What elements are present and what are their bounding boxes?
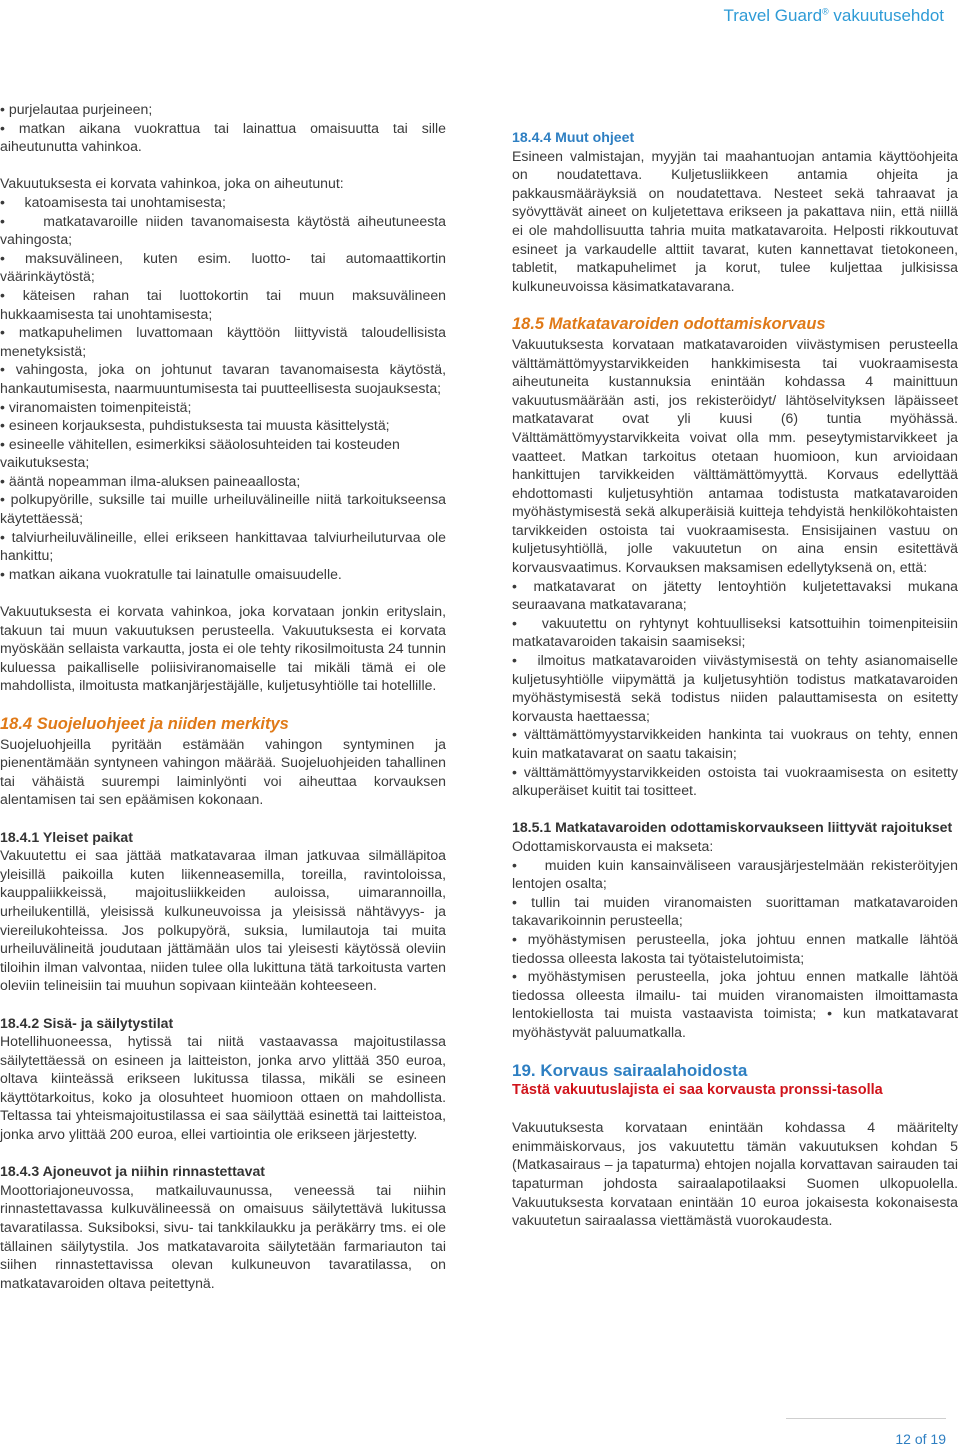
- item-text: matkatavaroille niiden tavanomaisesta käytöstä aiheutuneesta vahingosta;: [0, 212, 446, 248]
- registered-mark: ®: [822, 6, 829, 17]
- list-item: [0, 528, 446, 565]
- bullet: •: [512, 577, 517, 594]
- item-text: matkatavarat on jätetty lentoyhtiön kuljetettavaksi mukana seuraavana matkatavarana;: [512, 577, 959, 613]
- subsection-heading: 18.4.4 Muut ohjeet: [512, 129, 635, 145]
- item-text: katoamisesta tai unohtamisesta;: [24, 193, 226, 210]
- bullet: •: [512, 763, 517, 780]
- list-item: [512, 614, 958, 651]
- bullet: •: [0, 472, 5, 489]
- item-text: muiden kuin kansainväliseen varausjärjestelmään rekisteröityjen lentojen osalta;: [512, 856, 958, 892]
- item-text: purjelautaa purjeineen;: [8, 101, 153, 117]
- list-item: [0, 472, 446, 491]
- list-item: [512, 725, 958, 762]
- bullet: •: [0, 249, 5, 266]
- subsection-heading: 18.4.3 Ajoneuvot ja niihin rinnastettavat: [0, 1163, 265, 1180]
- bullet: •: [0, 361, 5, 378]
- list-item: [0, 565, 446, 584]
- list-item: [0, 323, 446, 360]
- bullet: •: [0, 491, 5, 508]
- paragraph: Esineen valmistajan, myyjän tai maahantuojan antamia käyttöohjeita on noudatettava. Kuljetusliikkeen antamia ohjeita ja pakkausmääräyksiä on noudatettava. Nesteet sekä tahraavat ja syövyttävät aineet on kuljetettava erikseen ja pakattava niin, että niillä ei ole mahdollisuutta tahria muita matkatavaroita. Helposti rikkoutuvat esineet ja varkaudelle alttiit tavarat, kuten kannettavat tietokoneen, tabletit, matkapuhelimet ja korut, tulee kuljettaa julkisissa kulkuneuvoissa käsimatkatavarana.: [512, 147, 958, 294]
- list-item: [0, 398, 446, 417]
- item-text: esineen korjauksesta, puhdistuksesta tai muusta käsittelystä;: [8, 417, 390, 434]
- item-text: maksuvälineen, kuten esim. luotto- tai automaattikortin väärinkäytöstä;: [0, 249, 446, 285]
- page-number: 12 of 19: [786, 1418, 946, 1447]
- bullet: •: [0, 435, 5, 452]
- bullet: •: [512, 614, 517, 631]
- subsection-heading: 18.5.1 Matkatavaroiden odottamiskorvaukseen liittyvät rajoitukset: [512, 819, 953, 836]
- paragraph: Suojeluohjeilla pyritään estämään vahingon syntyminen ja pienentämään syntyneen vahingon määrää. Suojeluohjeiden tahallinen tai vähäistä suurempi laiminlyönti voi aiheuttaa korvauksen alentamisen tai sen epäämisen kokonaan.: [0, 735, 446, 808]
- bullet: •: [0, 417, 5, 434]
- subsection-heading: 18.4.1 Yleiset paikat: [0, 828, 133, 845]
- bullet: •: [827, 1005, 833, 1022]
- list-item: [512, 763, 958, 800]
- paragraph: Vakuutuksesta ei korvata vahinkoa, joka korvataan jonkin erityslain, takuun tai muun vakuutuksen perusteella. Vakuutuksesta ei korvata myöskään sellaista varkautta, josta ei ole tehty rikosilmoitusta 24 tunnin kuluessa paikalliselle poliisiviranomaiselle tai mikäli tämä ei ole mahdollista, ilmoitusta matkanjärjestäjälle, kuljetusyhtiölle tai hotellille.: [0, 603, 446, 694]
- item-text: välttämättömyystarvikkeiden hankinta tai vuokraus on tehty, ennen kuin matkatavarat on saatu takaisin;: [512, 726, 958, 761]
- bullet: •: [0, 212, 5, 229]
- list-item: [0, 212, 446, 249]
- list-item: [512, 930, 958, 967]
- item-text: käteisen rahan tai luottokortin tai muun maksuvälineen hukkaamisesta tai unohtamisesta;: [0, 286, 446, 322]
- paragraph: Vakuutuksesta ei korvata vahinkoa, joka on aiheutunut:: [0, 175, 344, 192]
- list-item: [0, 100, 446, 119]
- bullet: •: [0, 324, 5, 341]
- bullet: •: [0, 565, 5, 582]
- paragraph: Vakuutettu ei saa jättää matkatavaraa ilman jatkuvaa silmälläpitoa yleisillä paikoilla kuten liikenneasemilla, toreilla, ravintoloissa, kauppaliikkeissä, majoitusliikkeiden auloissa, uimarannoilla, urheilukentillä, yleisissä kulkuneuvoissa ja yleisissä nähtävyys- ja viereilukohteissa. Jos polkupyörä, suksia, lumilautoja tai muita urheiluvälineitä joudutaan jättämään ulos tai yleisesti käytössä oleviin tiloihin ilman valvontaa, niiden tulee olla lukittuna tätä tarkoitusta varten oleviin telineisiin tai muuhun sopivaan kiinteään kohteeseen.: [0, 847, 446, 994]
- list-item: [512, 577, 958, 614]
- item-text: myöhästymisen perusteella, joka johtuu ennen matkalle lähtöä tiedossa olleesta ilmailu- tai muiden viranomaisten ilmoittamasta lentokiellosta tai muista vastaavista toimista;: [512, 968, 958, 1022]
- item-text: matkan aikana vuokrattua tai lainattua omaisuutta tai sille aiheutunutta vahinkoa.: [0, 119, 446, 155]
- bullet: •: [512, 726, 517, 743]
- item-text: matkan aikana vuokratulle tai lainatulle omaisuudelle.: [8, 565, 342, 582]
- subsection-heading: 18.4.2 Sisä- ja säilytystilat: [0, 1014, 174, 1031]
- paragraph: Vakuutuksesta korvataan enintään kohdassa 4 määritelty enimmäiskorvaus, jos vakuutettu tämän vakuutuksen kohdan 5 (Matkasairaus – ja tapaturma) ehtojen nojalla korvattavan sairauden tai tapaturman johdosta sairaalapotilaaksi Suomen ulkopuolella. Vakuutuksesta korvataan enintään 10 euroa jokaisesta kokonaisesta vakuutetun sairaalassa viettämästä vuorokaudesta.: [512, 1119, 958, 1229]
- item-text: vakuutettu on ryhtynyt kohtuulliseksi katsottuihin toimenpiteisiin matkatavaroiden takaisin saamiseksi;: [512, 614, 958, 650]
- right-column: [512, 128, 958, 1230]
- list-item: [0, 435, 446, 454]
- header-brand: [723, 6, 944, 26]
- bullet: •: [0, 101, 5, 117]
- list-item-continued: vaikutuksesta;: [0, 454, 90, 471]
- item-text: esineelle vähitellen, esimerkiksi sääolosuhteiden tai kosteuden: [8, 435, 400, 452]
- item-text: vahingosta, joka on johtunut tavaran tavanomaisesta käytöstä, hankautumisesta, naarmuuntumisesta tai puutteellisesta suojauksesta;: [0, 361, 447, 396]
- item-text: tullin tai muiden viranomaisten suorittaman matkatavaroiden takavarikoinnin perusteella;: [512, 893, 958, 929]
- bullet: •: [512, 893, 517, 910]
- list-item: [0, 286, 446, 323]
- bullet: •: [0, 398, 5, 415]
- bullet: •: [512, 930, 517, 947]
- paragraph: Odottamiskorvausta ei makseta:: [512, 837, 714, 854]
- bullet: •: [512, 856, 517, 873]
- warning-text: Tästä vakuutuslajista ei saa korvausta pronssi-tasolla: [512, 1082, 883, 1099]
- bullet: •: [512, 968, 517, 985]
- bullet: •: [0, 119, 5, 136]
- item-text: matkapuhelimen luvattomaan käyttöön liittyvistä taloudellisista menetyksistä;: [0, 324, 446, 359]
- bullet: •: [0, 286, 5, 303]
- brand-suffix: vakuutusehdot: [828, 6, 944, 25]
- list-item: [512, 856, 958, 893]
- list-item: [0, 249, 446, 286]
- left-column: [0, 100, 446, 1292]
- bullet: •: [0, 193, 5, 210]
- bullet: •: [0, 528, 5, 545]
- paragraph: Moottoriajoneuvossa, matkailuvaunussa, veneessä tai niihin rinnastettavassa kulkuvälineessä on omaisuus säilytettävä lukitussa tavaratilassa. Suksiboksi, sivu- tai tankkilaukku ja peräkärry tms. ei ole tällainen säilytystila. Jos matkatavaroita säilytetään farmariauton tai siihen rinnastettavissa olevan kulkuneuvon tavaratilassa, on matkatavaroiden oltava peitettynä.: [0, 1181, 446, 1291]
- section-heading: 19. Korvaus sairaalahoidosta: [512, 1061, 748, 1081]
- bullet: •: [512, 652, 517, 669]
- section-heading: 18.4 Suojeluohjeet ja niiden merkitys: [0, 714, 289, 733]
- item-text: ilmoitus matkatavaroiden viivästymisestä on tehty asianomaiselle kuljetusyhtiölle viipymättä ja kuljetusyhtiön todistus matkatavaroiden myöhästymisestä sekä todistus niiden palauttamisesta on esitetty korvausta haettaessa;: [512, 652, 958, 724]
- item-text: myöhästymisen perusteella, joka johtuu ennen matkalle lähtöä tiedossa olleesta lakosta tai työtaistelutoimista;: [512, 930, 958, 966]
- brand-name: Travel Guard: [723, 6, 823, 25]
- list-item: [0, 193, 446, 212]
- item-text: viranomaisten toimenpiteistä;: [8, 398, 192, 415]
- item-text: ääntä nopeamman ilma-aluksen paineaallosta;: [8, 472, 301, 489]
- list-item: [512, 651, 958, 725]
- paragraph: Vakuutuksesta korvataan matkatavaroiden viivästymisen perusteella välttämättömyystarvikkeiden hankkimisesta tai vuokraamisesta aiheutuneita kustannuksia enintään kohdassa 4 mainittuun vakuutusmäärään asti, jos rekisteröidyt/ lähtöselvityksen läpäisseet matkatavarat ovat yli kuusi (6) tuntia myöhässä. Välttämättömyystarvikkeita voivat olla mm. peseytymistarvikkeet ja vaatteet. Matkan tarkoitus otetaan huomioon, kun arvioidaan hankittujen tarvikkeiden välttämättömyyttä. Korvaus edellyttää ehdottomasti kuljetusyhtiön antamaa todistusta matkatavaroiden myöhästymisestä sekä alkuperäisiä kuitteja tehdyistä henkilökohtaisten tarvikkeiden ostoista tai vuokraamisesta. Ensisijainen vastuu on kuljetusyhtiöllä, jolle vakuutetun on aina ensin esitettävä korvausvaatimus. Korvauksen maksamisen edellytyksenä on, että:: [512, 335, 958, 576]
- item-text: välttämättömyystarvikkeiden ostoista tai vuokraamisesta on esitetty alkuperäiset kuitit tai tositteet.: [512, 763, 959, 799]
- section-heading: 18.5 Matkatavaroiden odottamiskorvaus: [512, 314, 826, 333]
- paragraph: Hotellihuoneessa, hytissä tai niitä vastaavassa majoitustilassa säilytettäessä on esineen ja laitteiston, jonka arvo ylittää 350 euroa, oltava kiinteässä erikseen lukitussa tilassa, mikäli se esineen käyttötarkoitus, koko ja olosuhteet huomioon ottaen on mahdollista. Teltassa tai yhteismajoitustilassa ei saa säilyttää esinettä tai laitteistoa, jonka arvo ylittää 200 euroa, ellei vartiointia ole erikseen järjestetty.: [0, 1033, 446, 1143]
- list-item: [0, 490, 446, 527]
- item-text: kun matkatavarat myöhästyvät paluumatkalla.: [512, 1005, 958, 1040]
- list-item: [512, 967, 958, 1041]
- list-item: [512, 893, 958, 930]
- list-item: [0, 119, 446, 156]
- item-text: polkupyörille, suksille tai muille urheiluvälineille niitä tarkoitukseensa käytettäessä;: [0, 491, 446, 527]
- item-text: talviurheiluvälineille, ellei erikseen hankittavaa talviurheiluturvaa ole hankittu;: [0, 528, 446, 564]
- list-item: [0, 416, 446, 435]
- list-item: [0, 360, 446, 397]
